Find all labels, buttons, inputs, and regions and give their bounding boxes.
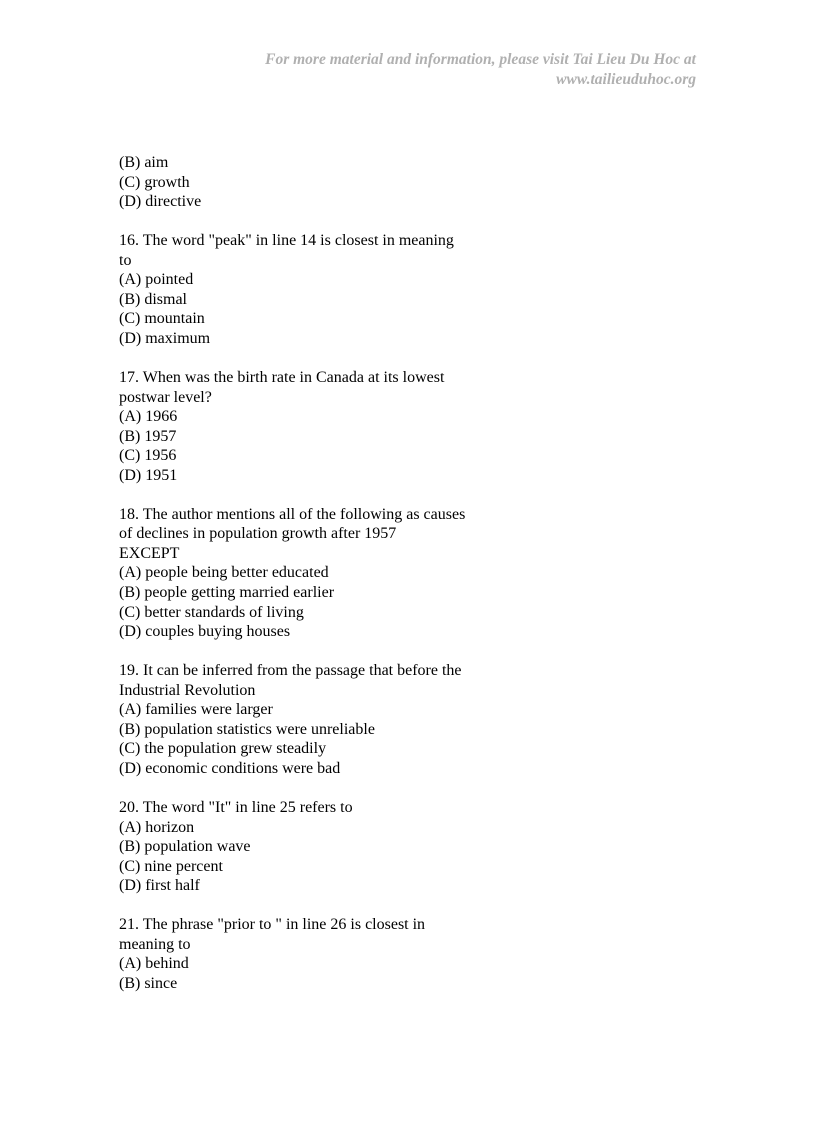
option-c: (C) mountain	[119, 310, 205, 328]
option-d: (D) couples buying houses	[119, 623, 291, 641]
option-c: (C) 1956	[119, 447, 177, 465]
option-a: (A) behind	[119, 955, 189, 973]
question-text: Industrial Revolution	[119, 681, 256, 699]
question-16	[119, 231, 479, 348]
option-a: (A) people being better educated	[119, 564, 329, 582]
question-text: 17. When was the birth rate in Canada at its lowest	[119, 369, 445, 387]
option-b: (B) since	[119, 974, 178, 992]
question-18	[119, 505, 479, 642]
question-text: EXCEPT	[119, 544, 180, 562]
option-a: (A) families were larger	[119, 701, 273, 719]
question-text: 21. The phrase "prior to " in line 26 is closest in	[119, 916, 426, 934]
option-b: (B) 1957	[119, 427, 177, 445]
option-b: (B) population statistics were unreliable	[119, 720, 375, 738]
watermark-line-1: For more material and information, please visit Tai Lieu Du Hoc at	[265, 51, 696, 68]
option-b: (B) aim	[119, 154, 169, 171]
option-c: (C) the population grew steadily	[119, 740, 327, 758]
option-d: (D) 1951	[119, 466, 178, 484]
option-d: (D) economic conditions were bad	[119, 759, 341, 777]
option-a: (A) horizon	[119, 818, 195, 836]
option-d: (D) directive	[119, 193, 202, 211]
question-text: 20. The word "It" in line 25 refers to	[119, 799, 353, 817]
option-c: (C) growth	[119, 173, 190, 191]
question-text: 16. The word "peak" in line 14 is closest in meaning	[119, 232, 454, 250]
question-content	[119, 153, 479, 1013]
question-17	[119, 368, 479, 485]
question-text: 19. It can be inferred from the passage that before the	[119, 662, 462, 680]
question-text: 18. The author mentions all of the following as causes	[119, 505, 466, 523]
option-b: (B) population wave	[119, 838, 251, 856]
question-text: of declines in population growth after 1957	[119, 525, 397, 543]
option-c: (C) better standards of living	[119, 603, 304, 621]
option-b: (B) people getting married earlier	[119, 584, 335, 602]
question-19	[119, 661, 479, 778]
option-a: (A) 1966	[119, 408, 178, 426]
option-c: (C) nine percent	[119, 857, 223, 875]
option-b: (B) dismal	[119, 290, 187, 308]
question-text: postwar level?	[119, 388, 212, 406]
watermark-url: www.tailieuduhoc.org	[556, 71, 696, 88]
question-20	[119, 798, 479, 896]
question-15-remainder	[119, 153, 479, 212]
question-text: meaning to	[119, 935, 191, 953]
option-d: (D) first half	[119, 877, 200, 895]
question-21	[119, 915, 479, 993]
watermark-header	[265, 50, 696, 90]
option-d: (D) maximum	[119, 329, 211, 347]
question-text: to	[119, 251, 132, 269]
option-a: (A) pointed	[119, 271, 194, 289]
